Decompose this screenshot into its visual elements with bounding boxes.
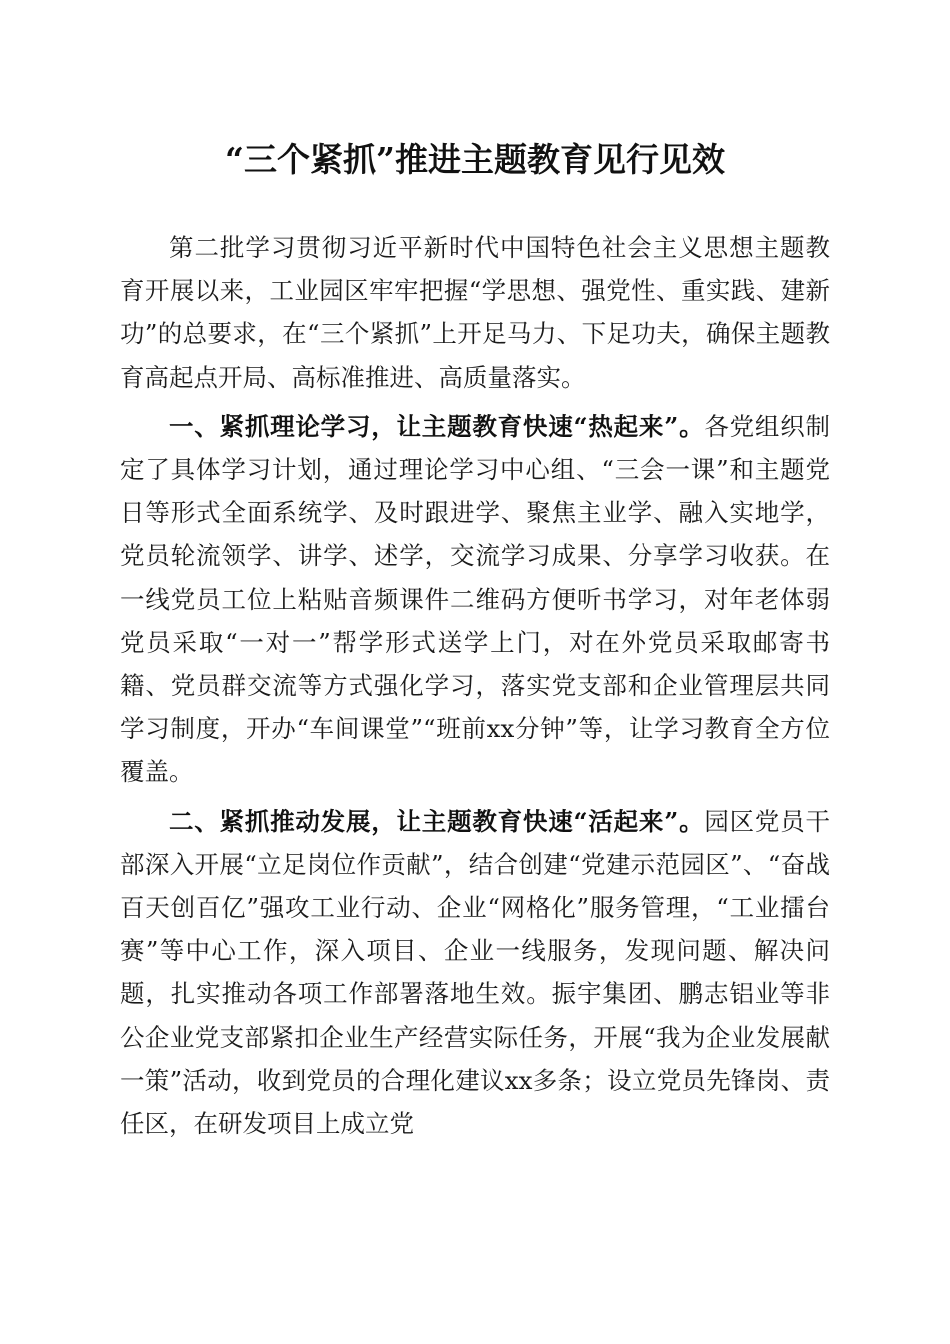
section-text-1: 各党组织制定了具体学习计划，通过理论学习中心组、“三会一课”和主题党日等形式全面系统学、及时跟进学、聚焦主业学、融入实地学，党员轮流领学、讲学、述学，交流学习成果、分享学习收获。在一线党员工位上粘贴音频课件二维码方便听书学习，对年老体弱党员采取“一对一”帮学形式送学上门，对在外党员采取邮寄书籍、党员群交流等方式强化学习，落实党支部和企业管理层共同学习制度，开办“车间课堂”“班前xx分钟”等，让学习教育全方位覆盖。 xyxy=(120,411,830,787)
section-text-2: 园区党员干部深入开展“立足岗位作贡献”，结合创建“党建示范园区”、“奋战百天创百亿”强攻工业行动、企业“网格化”服务管理，“工业擂台赛”等中心工作，深入项目、企业一线服务，发现问题、解决问题，扎实推动各项工作部署落地生效。振宇集团、鹏志铝业等非公企业党支部紧扣企业生产经营实际任务，开展“我为企业发展献一策”活动，收到党员的合理化建议xx多条；设立党员先锋岗、责任区，在研发项目上成立党 xyxy=(120,806,830,1139)
document-title: “三个紧抓”推进主题教育见行见效 xyxy=(225,140,725,179)
intro-paragraph: 第二批学习贯彻习近平新时代中国特色社会主义思想主题教育开展以来，工业园区牢牢把握“学思想、强党性、重实践、建新功”的总要求，在“三个紧抓”上开足马力、下足功夫，确保主题教育高起点开局、高标准推进、高质量落实。 xyxy=(120,233,830,392)
section-heading-2: 二、紧抓推动发展，让主题教育快速“活起来”。 xyxy=(169,806,705,836)
document-body xyxy=(120,226,830,1145)
section-paragraph-1 xyxy=(120,405,830,794)
section-heading-1: 一、紧抓理论学习，让主题教育快速“热起来”。 xyxy=(169,411,705,441)
section-paragraph-2 xyxy=(120,800,830,1146)
